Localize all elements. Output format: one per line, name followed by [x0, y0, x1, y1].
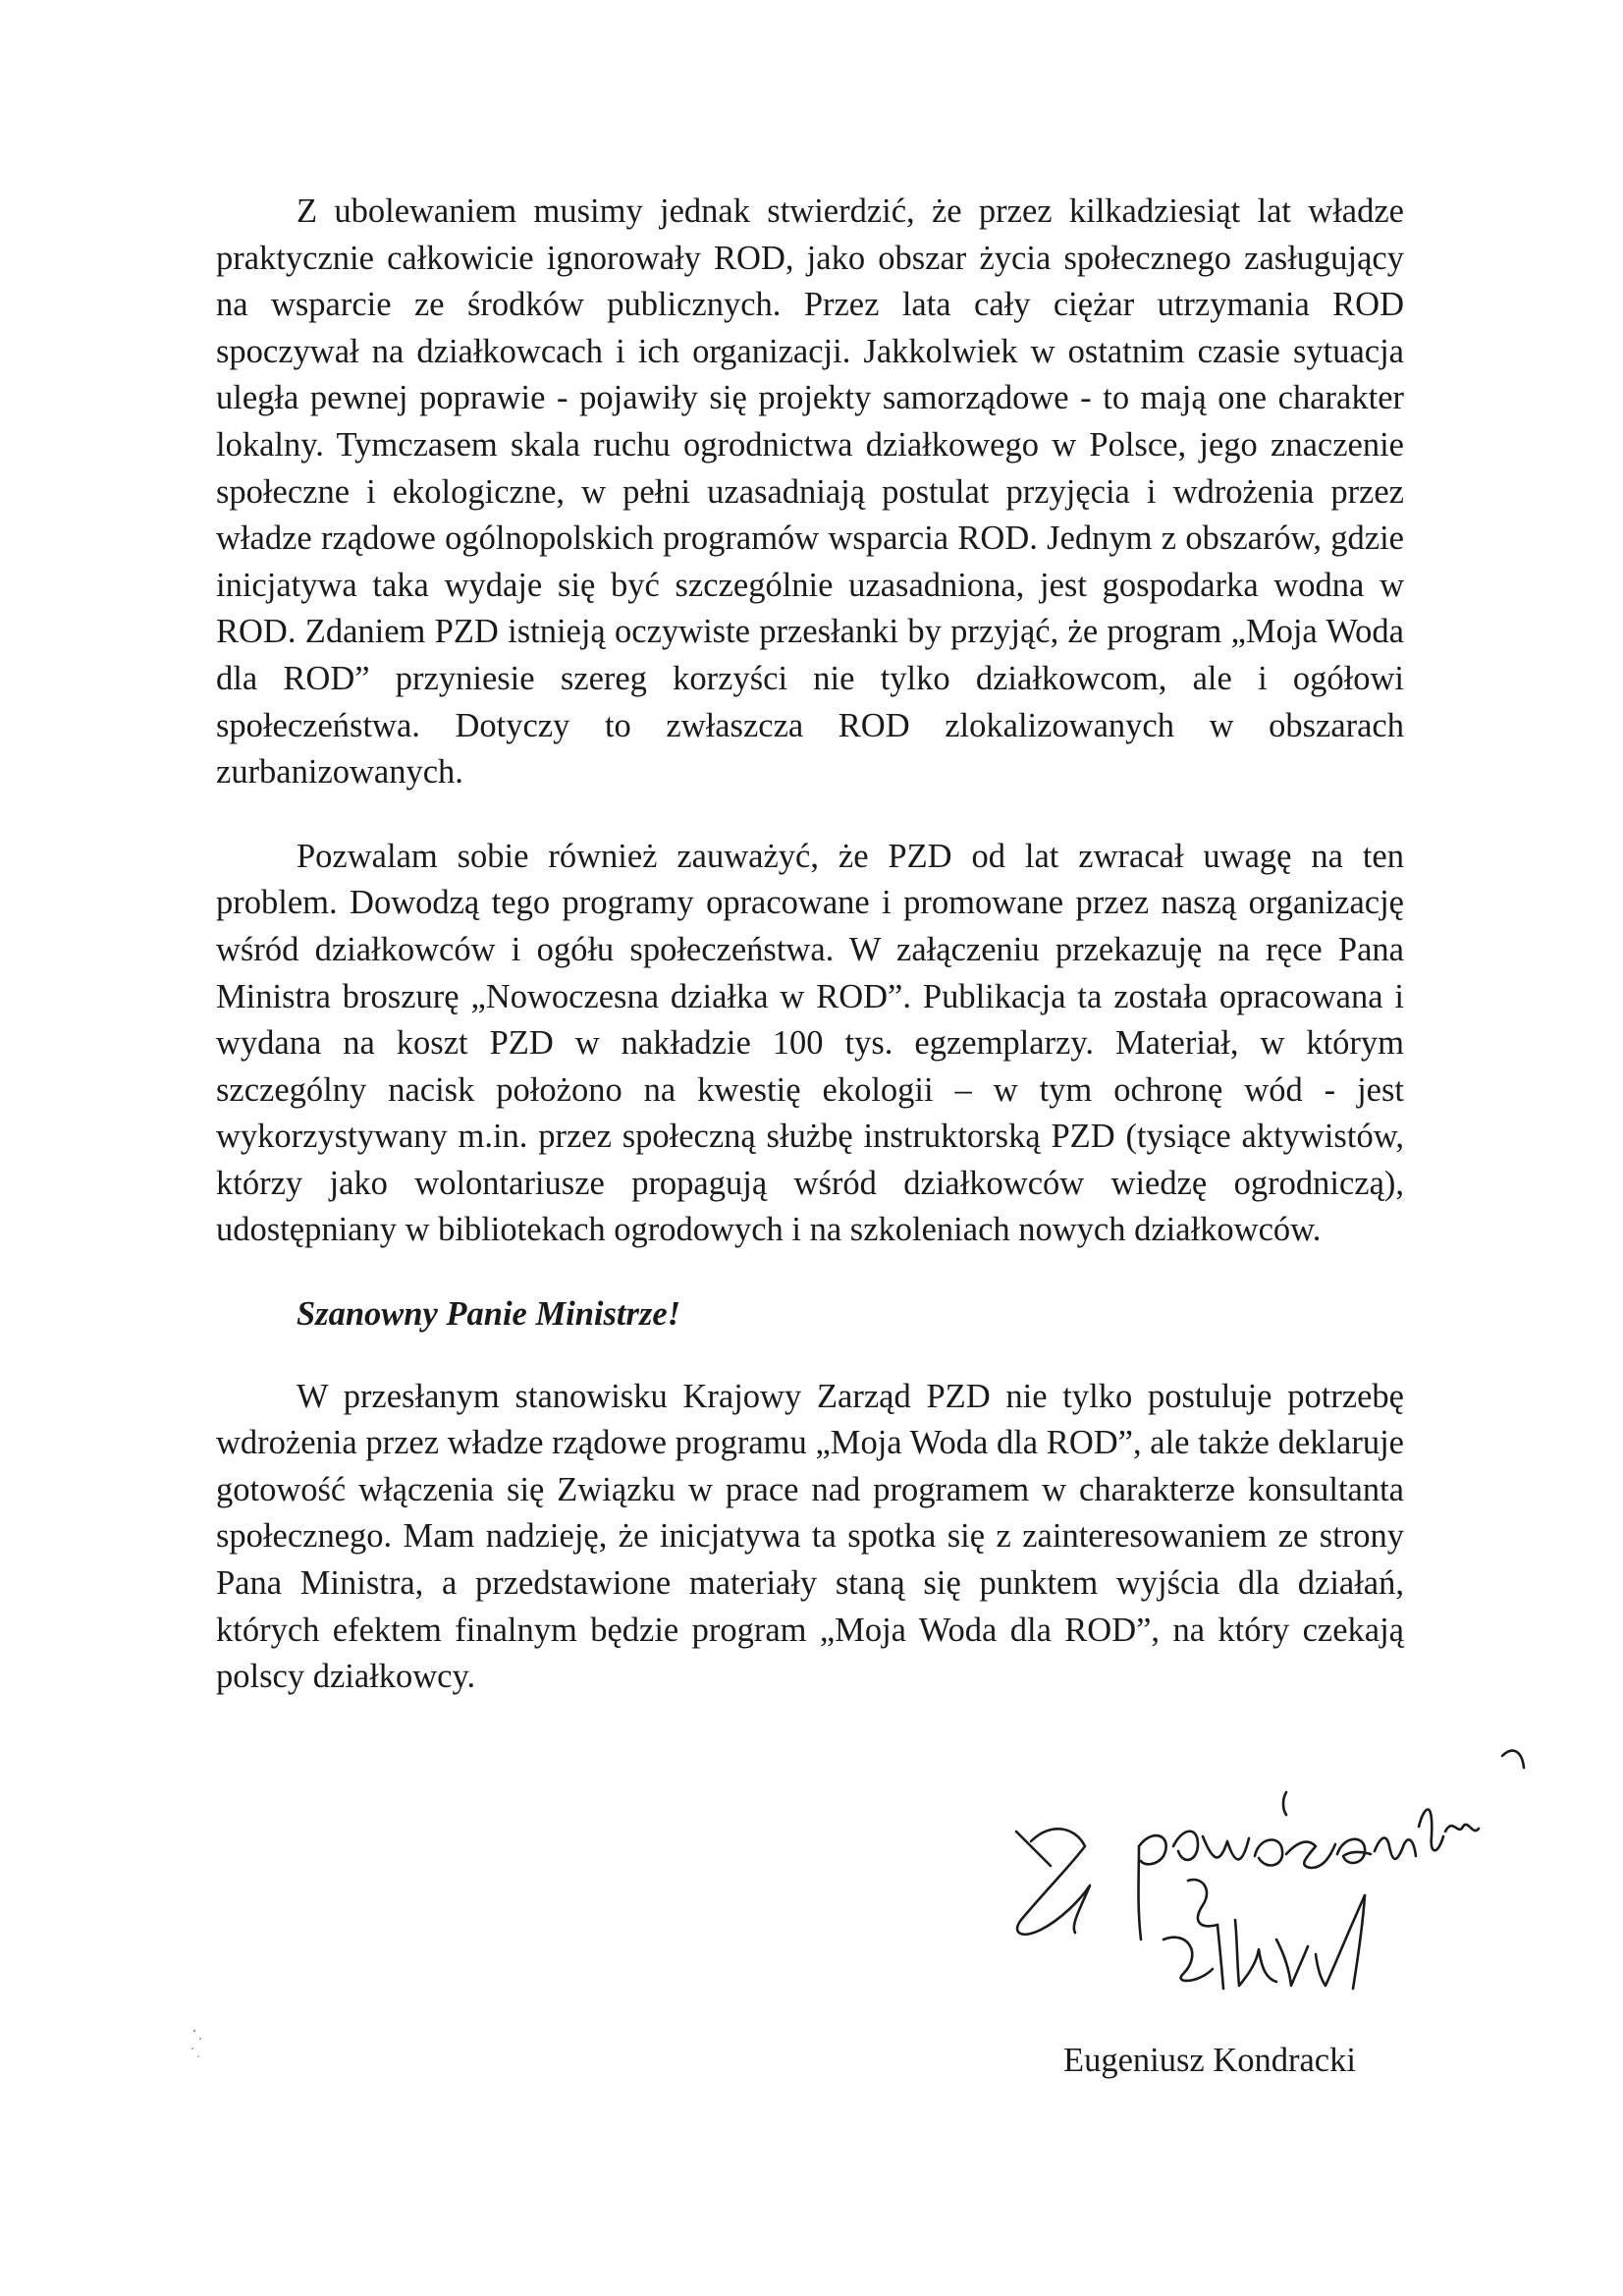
scan-specks	[187, 2023, 226, 2082]
paragraph-1: Z ubolewaniem musimy jednak stwierdzić, że przez kilkadziesiąt lat władze praktycznie całkowicie ignorowały ROD, jako obszar życia społecznego zasługujący na wsparcie ze środków publicznych. Przez lata cały ciężar utrzymania ROD spoczywał na działkowcach i ich organizacji. Jakkolwiek w ostatnim czasie sytuacja uległa pewnej poprawie - pojawiły się projekty samorządowe - to mają one charakter lokalny. Tymczasem skala ruchu ogrodnictwa działkowego w Polsce, jego znaczenie społeczne i ekologiczne, w pełni uzasadniają postulat przyjęcia i wdrożenia przez władze rządowe ogólnopolskich programów wsparcia ROD. Jednym z obszarów, gdzie inicjatywa taka wydaje się być szczególnie uzasadniona, jest gospodarka wodna w ROD. Zdaniem PZD istnieją oczywiste przesłanki by przyjąć, że program „Moja Woda dla ROD” przyniesie szereg korzyści nie tylko działkowcom, ale i ogółowi społeczeństwa. Dotyczy to zwłaszcza ROD zlokalizowanych w obszarach zurbanizowanych.	[216, 192, 1404, 792]
signature-drawing	[992, 1728, 1561, 2043]
paragraph-2: Pozwalam sobie również zauważyć, że PZD od lat zwracał uwagę na ten problem. Dowodzą tego programy opracowane i promowane przez naszą organizację wśród działkowców i ogółu społeczeństwa. W załączeniu przekazuję na ręce Pana Ministra broszurę „Nowoczesna działka w ROD”. Publikacja ta została opracowana i wydana na koszt PZD w nakładzie 100 tys. egzemplarzy. Materiał, w którym szczególny nacisk położono na kwestię ekologii – w tym ochronę wód - jest wykorzystywany m.in. przez społeczną służbę instruktorską PZD (tysiące aktywistów, którzy jako wolontariusze propagują wśród działkowców wiedzę ogrodniczą), udostępniany w bibliotekach ogrodowych i na szkoleniach nowych działkowców.	[216, 837, 1404, 1249]
handwritten-signature	[992, 1728, 1561, 2043]
letter-body	[216, 189, 1404, 1701]
signatory-name: Eugeniusz Kondracki	[1063, 2042, 1356, 2079]
paragraph-3: W przesłanym stanowisku Krajowy Zarząd PZD nie tylko postuluje potrzebę wdrożenia przez władze rządowe programu „Moja Woda dla ROD”, ale także deklaruje gotowość włączenia się Związku w prace nad programem w charakterze konsultanta społecznego. Mam nadzieję, że inicjatywa ta spotka się z zainteresowaniem ze strony Pana Ministra, a przedstawione materiały staną się punktem wyjścia dla działań, których efektem finalnym będzie program „Moja Woda dla ROD”, na który czekają polscy działkowcy.	[216, 1377, 1404, 1696]
salutation: Szanowny Panie Ministrze!	[297, 1295, 681, 1334]
